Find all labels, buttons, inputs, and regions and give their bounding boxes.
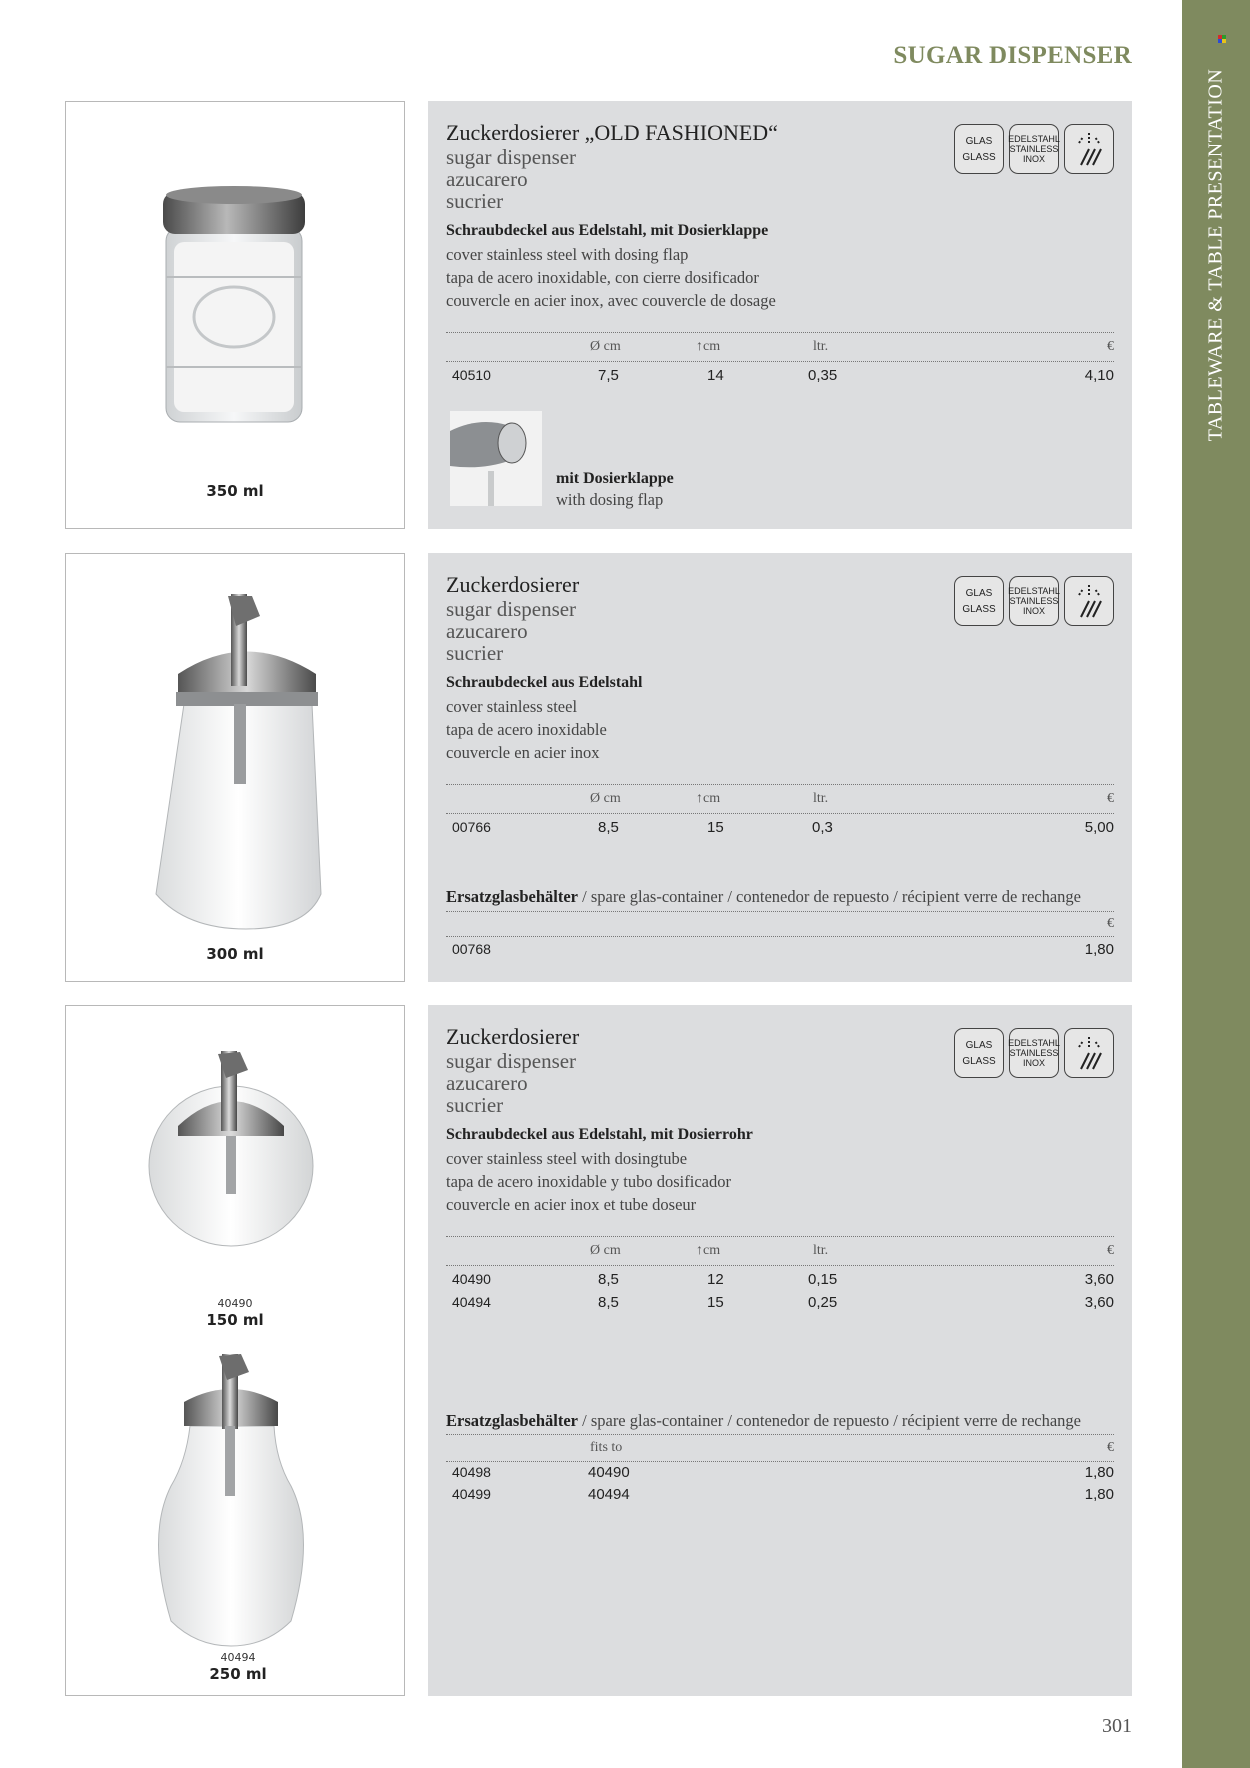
dishwasher-safe-icon <box>1064 124 1114 174</box>
header-volume: ltr. <box>813 1243 829 1258</box>
product-image-round-dispensers <box>65 1005 405 1696</box>
product-desc-en: cover stainless steel <box>446 697 578 716</box>
header-price: € <box>1107 1440 1114 1455</box>
dishwasher-safe-icon <box>1064 1028 1114 1078</box>
detail-caption-de: mit Dosierklappe <box>556 470 674 487</box>
volume-value: 0,35 <box>808 367 838 384</box>
header-price: € <box>1107 1243 1114 1258</box>
product-desc-en: cover stainless steel with dosingtube <box>446 1149 688 1168</box>
product-name-fr: sucrier <box>446 1093 504 1117</box>
height-value: 14 <box>707 367 724 384</box>
table-divider <box>446 911 1114 912</box>
stainless-steel-badge: EDELSTAHL STAINLESS INOX <box>1009 576 1059 626</box>
cone-dispenser-image <box>66 554 403 980</box>
header-height: ↑cm <box>696 339 721 354</box>
sku: 00768 <box>452 941 491 957</box>
product-name-en: sugar dispenser <box>446 145 577 169</box>
arrow-up-icon: ↑ <box>696 791 703 806</box>
product-name-es: azucarero <box>446 167 528 191</box>
stainless-steel-badge: EDELSTAHL STAINLESS INOX <box>1009 124 1059 174</box>
table-divider <box>446 813 1114 814</box>
price-value: 1,80 <box>1084 1486 1114 1503</box>
header-volume: ltr. <box>813 339 829 354</box>
product-info-panel-00766 <box>428 553 1132 982</box>
price-value: 3,60 <box>1084 1294 1114 1311</box>
product-name-en: sugar dispenser <box>446 1049 577 1073</box>
round-dispenser-images <box>66 1006 403 1694</box>
price-value: 4,10 <box>1084 367 1114 384</box>
material-badges <box>954 124 1114 174</box>
product-name-fr: sucrier <box>446 189 504 213</box>
spare-container-label: Ersatzglasbehälter / spare glas-container / contenedor de repuesto / récipient verre de rechange <box>446 1411 1081 1430</box>
product-desc-fr: couvercle en acier inox et tube doseur <box>446 1195 697 1214</box>
diameter-value: 7,5 <box>598 367 619 384</box>
height-value: 15 <box>707 819 724 836</box>
table-divider <box>446 936 1114 937</box>
header-volume: ltr. <box>813 791 829 806</box>
price-value: 5,00 <box>1084 819 1114 836</box>
product-name-es: azucarero <box>446 1071 528 1095</box>
product-volume-caption: 350 ml <box>206 482 264 500</box>
header-height: ↑cm <box>696 791 721 806</box>
product-desc-de: Schraubdeckel aus Edelstahl <box>446 674 643 691</box>
product-name-en: sugar dispenser <box>446 597 577 621</box>
product-info-panel-40490 <box>428 1005 1132 1696</box>
image-sku-label: 40494 <box>220 1651 256 1664</box>
diameter-value: 8,5 <box>598 1271 619 1288</box>
header-price: € <box>1107 339 1114 354</box>
product-image-sugar-dispenser <box>65 553 405 982</box>
header-diameter: Ø cm <box>590 791 621 806</box>
header-price: € <box>1107 791 1114 806</box>
product-desc-fr: couvercle en acier inox, avec couvercle de dosage <box>446 291 776 310</box>
table-divider <box>446 1236 1114 1237</box>
product-desc-es: tapa de acero inoxidable, con cierre dosificador <box>446 268 759 287</box>
product-info-panel-40510 <box>428 101 1132 529</box>
product-desc-es: tapa de acero inoxidable y tubo dosificador <box>446 1172 731 1191</box>
detail-caption-en: with dosing flap <box>556 490 664 509</box>
page-title: SUGAR DISPENSER <box>893 42 1132 69</box>
product-volume-caption: 250 ml <box>209 1665 267 1683</box>
product-desc-en: cover stainless steel with dosing flap <box>446 245 689 264</box>
table-divider <box>446 1265 1114 1266</box>
arrow-up-icon: ↑ <box>696 339 703 354</box>
product-volume-caption: 150 ml <box>206 1311 264 1329</box>
header-fits-to: fits to <box>590 1440 623 1455</box>
height-value: 12 <box>707 1271 724 1288</box>
header-height: ↑cm <box>696 1243 721 1258</box>
product-desc-es: tapa de acero inoxidable <box>446 720 607 739</box>
image-sku-label: 40490 <box>217 1297 253 1310</box>
product-name-es: azucarero <box>446 619 528 643</box>
sku: 40510 <box>452 367 491 383</box>
volume-value: 0,25 <box>808 1294 838 1311</box>
product-desc-fr: couvercle en acier inox <box>446 743 600 762</box>
material-badges <box>954 1028 1114 1078</box>
glass-badge: GLAS GLASS <box>954 576 1004 626</box>
header-diameter: Ø cm <box>590 1243 621 1258</box>
product-volume-caption: 300 ml <box>206 945 264 963</box>
volume-value: 0,15 <box>808 1271 838 1288</box>
spare-container-label: Ersatzglasbehälter / spare glas-container / contenedor de repuesto / récipient verre de rechange <box>446 887 1081 906</box>
header-diameter: Ø cm <box>590 339 621 354</box>
print-registration-mark <box>1218 35 1226 43</box>
price-value: 3,60 <box>1084 1271 1114 1288</box>
page-number: 301 <box>1102 1715 1132 1737</box>
arrow-up-icon: ↑ <box>696 1243 703 1258</box>
stainless-steel-badge: EDELSTAHL STAINLESS INOX <box>1009 1028 1059 1078</box>
sku: 00766 <box>452 819 491 835</box>
table-divider <box>446 332 1114 333</box>
price-value: 1,80 <box>1084 941 1114 958</box>
dishwasher-safe-icon <box>1064 576 1114 626</box>
product-title: Zuckerdosierer „OLD FASHIONED“ <box>446 120 778 145</box>
sku: 40498 <box>452 1464 491 1480</box>
diameter-value: 8,5 <box>598 1294 619 1311</box>
table-divider <box>446 361 1114 362</box>
product-desc-de: Schraubdeckel aus Edelstahl, mit Dosierrohr <box>446 1126 753 1143</box>
product-title: Zuckerdosierer <box>446 572 580 597</box>
table-divider <box>446 784 1114 785</box>
product-name-fr: sucrier <box>446 641 504 665</box>
table-divider <box>446 1461 1114 1462</box>
material-badges <box>954 576 1114 626</box>
fits-to-value: 40494 <box>588 1486 630 1503</box>
glass-badge: GLAS GLASS <box>954 1028 1004 1078</box>
product-title: Zuckerdosierer <box>446 1024 580 1049</box>
dosing-flap-detail-image <box>450 411 542 506</box>
sku: 40490 <box>452 1271 491 1287</box>
sku: 40494 <box>452 1294 491 1310</box>
product-image-old-fashioned <box>65 101 405 529</box>
sidebar-label: TABLEWARE & TABLE PRESENTATION <box>1204 68 1227 442</box>
diameter-value: 8,5 <box>598 819 619 836</box>
volume-value: 0,3 <box>812 819 833 836</box>
price-value: 1,80 <box>1084 1464 1114 1481</box>
old-fashioned-jar-image <box>66 102 403 527</box>
sku: 40499 <box>452 1486 491 1502</box>
header-price: € <box>1107 916 1114 931</box>
product-desc-de: Schraubdeckel aus Edelstahl, mit Dosierklappe <box>446 222 769 239</box>
table-divider <box>446 1434 1114 1435</box>
height-value: 15 <box>707 1294 724 1311</box>
glass-badge: GLAS GLASS <box>954 124 1004 174</box>
fits-to-value: 40490 <box>588 1464 630 1481</box>
